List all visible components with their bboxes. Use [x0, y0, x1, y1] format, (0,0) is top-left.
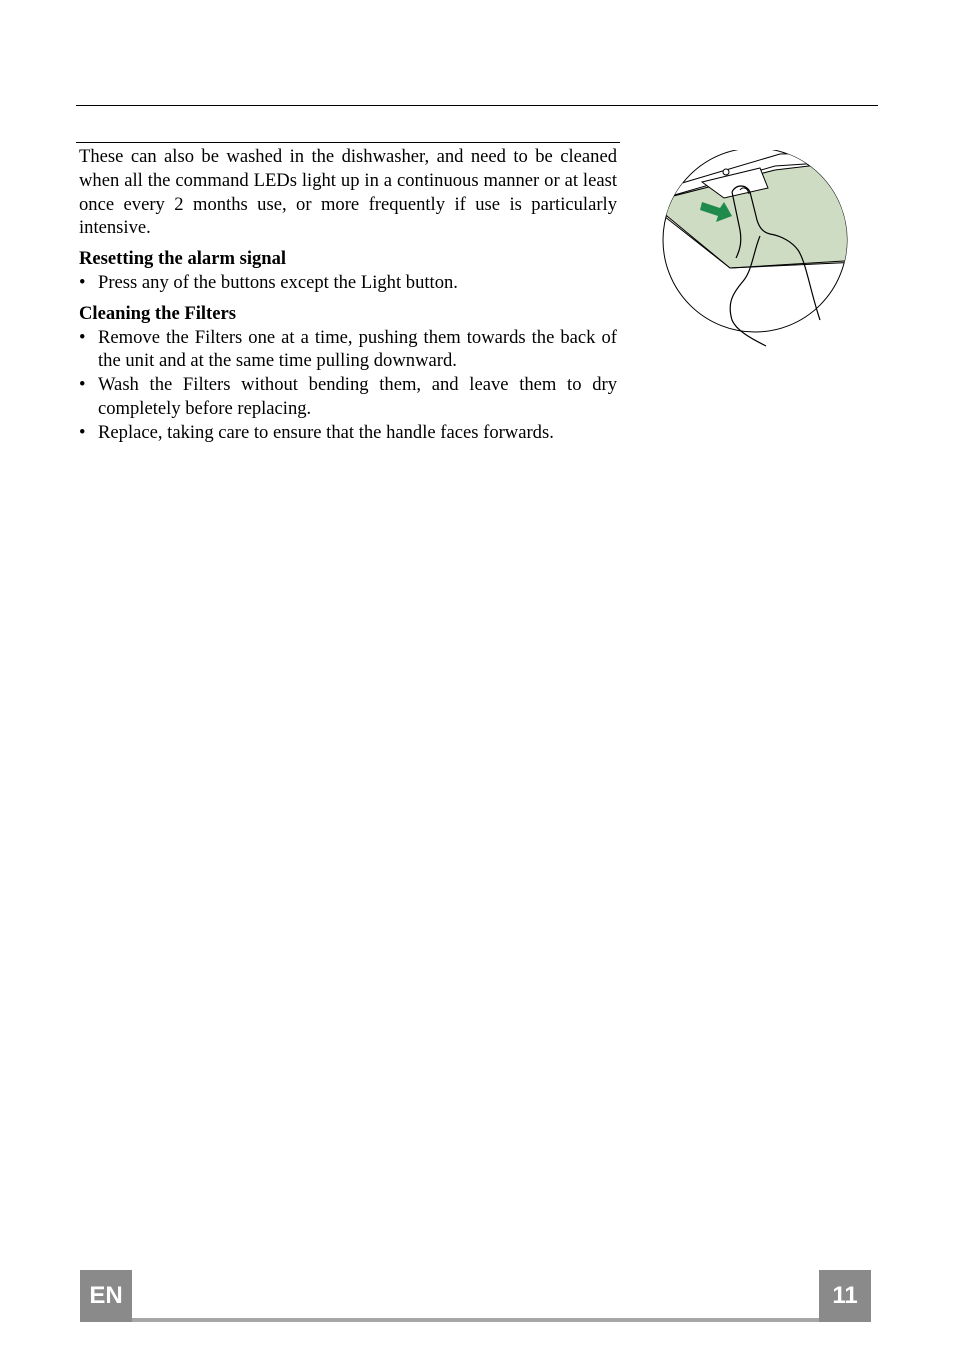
list-item: • Wash the Filters without bending them, and leave them to dry completely before replacing. — [79, 373, 617, 421]
column-rule — [76, 142, 620, 143]
list-item: • Press any of the buttons except the Light button. — [79, 271, 617, 295]
list-item: • Replace, taking care to ensure that the handle faces forwards. — [79, 421, 617, 445]
intro-paragraph: These can also be washed in the dishwasher, and need to be cleaned when all the command LEDs light up in a continuous manner or at least once every 2 months use, or more frequently if use is particularly intensive. — [79, 146, 617, 239]
list-cleaning-filters — [79, 326, 617, 445]
text-column — [79, 145, 617, 445]
list-item: • Remove the Filters one at a time, pushing them towards the back of the unit and at the same time pulling downward. — [79, 326, 617, 374]
list-resetting-alarm — [79, 271, 617, 295]
filter-removal-illustration — [640, 150, 855, 350]
footer-rule — [132, 1318, 819, 1322]
page-number: 11 — [819, 1270, 871, 1322]
heading-cleaning-filters: Cleaning the Filters — [79, 302, 236, 324]
heading-resetting-alarm: Resetting the alarm signal — [79, 248, 287, 270]
header-rule — [76, 105, 878, 106]
language-badge: EN — [80, 1270, 132, 1322]
